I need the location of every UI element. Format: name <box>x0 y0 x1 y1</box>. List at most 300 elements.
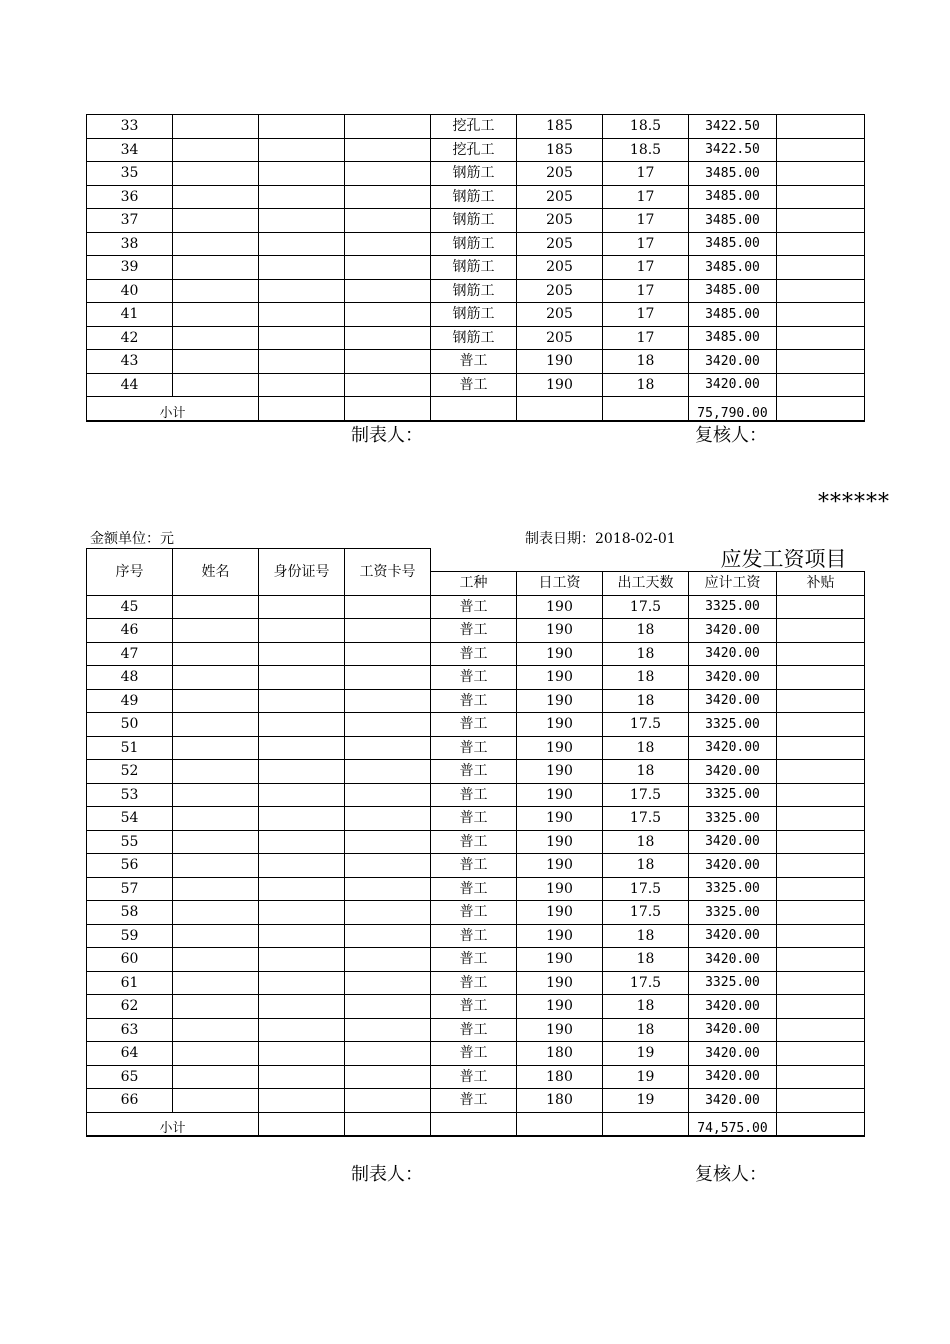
id-card-cell <box>259 995 345 1019</box>
id-card-cell <box>259 115 345 139</box>
table-row <box>87 736 865 760</box>
allowance-cell <box>777 1042 865 1066</box>
daily-wage-cell: 190 <box>517 783 603 807</box>
days-cell: 18 <box>603 666 689 690</box>
pay-card-cell <box>345 138 431 162</box>
daily-wage-cell: 190 <box>517 948 603 972</box>
days-cell: 17.5 <box>603 971 689 995</box>
wage-due-cell: 3420.00 <box>689 619 777 643</box>
allowance-cell <box>777 783 865 807</box>
table-row <box>87 185 865 209</box>
reviewer-label: 复核人： <box>695 1164 767 1185</box>
masked-company-name: ****** <box>818 490 890 515</box>
pay-card-cell <box>345 209 431 233</box>
table-row <box>87 995 865 1019</box>
table-row <box>87 595 865 619</box>
table-row <box>87 877 865 901</box>
wage-due-cell: 3485.00 <box>689 256 777 280</box>
subtotal-empty-cell <box>777 1112 865 1136</box>
daily-wage-cell: 190 <box>517 924 603 948</box>
seq-cell: 35 <box>87 162 173 186</box>
daily-wage-cell: 190 <box>517 1018 603 1042</box>
daily-wage-cell: 190 <box>517 619 603 643</box>
daily-wage-cell: 205 <box>517 326 603 350</box>
prepared-date: 制表日期：2018-02-01 <box>525 531 676 547</box>
seq-cell: 43 <box>87 350 173 374</box>
days-cell: 17 <box>603 232 689 256</box>
allowance-cell <box>777 1018 865 1042</box>
daily-wage-cell: 180 <box>517 1042 603 1066</box>
pay-card-cell <box>345 279 431 303</box>
table-row <box>87 256 865 280</box>
allowance-cell <box>777 350 865 374</box>
table-row <box>87 1065 865 1089</box>
id-card-cell <box>259 830 345 854</box>
wage-due-cell: 3485.00 <box>689 185 777 209</box>
seq-cell: 59 <box>87 924 173 948</box>
wage-due-cell: 3420.00 <box>689 736 777 760</box>
trade-cell: 普工 <box>431 619 517 643</box>
name-cell <box>173 1065 259 1089</box>
allowance-cell <box>777 1065 865 1089</box>
pay-card-cell <box>345 924 431 948</box>
trade-cell: 普工 <box>431 666 517 690</box>
col-group-header: 应发工资项目 <box>431 549 865 572</box>
table-row <box>87 326 865 350</box>
id-card-cell <box>259 854 345 878</box>
allowance-cell <box>777 760 865 784</box>
id-card-cell <box>259 642 345 666</box>
allowance-cell <box>777 713 865 737</box>
seq-cell: 46 <box>87 619 173 643</box>
allowance-cell <box>777 303 865 327</box>
table-row <box>87 642 865 666</box>
name-cell <box>173 948 259 972</box>
subtotal-empty-cell <box>603 1112 689 1136</box>
seq-cell: 48 <box>87 666 173 690</box>
allowance-cell <box>777 736 865 760</box>
payroll-table-top <box>86 114 865 422</box>
table-row <box>87 783 865 807</box>
daily-wage-cell: 205 <box>517 279 603 303</box>
pay-card-cell <box>345 326 431 350</box>
seq-cell: 63 <box>87 1018 173 1042</box>
seq-cell: 52 <box>87 760 173 784</box>
name-cell <box>173 256 259 280</box>
wage-due-cell: 3420.00 <box>689 642 777 666</box>
col-header-allowance: 补贴 <box>777 572 865 596</box>
subtotal-empty-cell <box>345 1112 431 1136</box>
days-cell: 18 <box>603 619 689 643</box>
allowance-cell <box>777 971 865 995</box>
subtotal-value: 75,790.00 <box>689 397 777 421</box>
pay-card-cell <box>345 162 431 186</box>
name-cell <box>173 760 259 784</box>
subtotal-empty-cell <box>259 397 345 421</box>
seq-cell: 40 <box>87 279 173 303</box>
pay-card-cell <box>345 736 431 760</box>
id-card-cell <box>259 326 345 350</box>
trade-cell: 普工 <box>431 830 517 854</box>
name-cell <box>173 807 259 831</box>
pay-card-cell <box>345 995 431 1019</box>
subtotal-row-top <box>87 397 865 421</box>
col-header-seq: 序号 <box>87 549 173 596</box>
wage-due-cell: 3420.00 <box>689 350 777 374</box>
wage-due-cell: 3420.00 <box>689 948 777 972</box>
daily-wage-cell: 190 <box>517 901 603 925</box>
days-cell: 17 <box>603 209 689 233</box>
id-card-cell <box>259 713 345 737</box>
seq-cell: 65 <box>87 1065 173 1089</box>
wage-due-cell: 3422.50 <box>689 138 777 162</box>
pay-card-cell <box>345 783 431 807</box>
seq-cell: 66 <box>87 1089 173 1113</box>
allowance-cell <box>777 373 865 397</box>
pay-card-cell <box>345 971 431 995</box>
allowance-cell <box>777 666 865 690</box>
subtotal-empty-cell <box>345 397 431 421</box>
allowance-cell <box>777 901 865 925</box>
seq-cell: 49 <box>87 689 173 713</box>
name-cell <box>173 877 259 901</box>
id-card-cell <box>259 279 345 303</box>
name-cell <box>173 162 259 186</box>
allowance-cell <box>777 807 865 831</box>
daily-wage-cell: 205 <box>517 303 603 327</box>
pay-card-cell <box>345 689 431 713</box>
reviewer-label: 复核人： <box>695 425 767 446</box>
table-row <box>87 713 865 737</box>
seq-cell: 47 <box>87 642 173 666</box>
wage-due-cell: 3420.00 <box>689 995 777 1019</box>
trade-cell: 普工 <box>431 760 517 784</box>
pay-card-cell <box>345 595 431 619</box>
daily-wage-cell: 190 <box>517 595 603 619</box>
allowance-cell <box>777 1089 865 1113</box>
pay-card-cell <box>345 877 431 901</box>
wage-due-cell: 3325.00 <box>689 595 777 619</box>
id-card-cell <box>259 1065 345 1089</box>
name-cell <box>173 350 259 374</box>
days-cell: 17.5 <box>603 783 689 807</box>
pay-card-cell <box>345 642 431 666</box>
allowance-cell <box>777 256 865 280</box>
wage-due-cell: 3485.00 <box>689 326 777 350</box>
id-card-cell <box>259 185 345 209</box>
allowance-cell <box>777 209 865 233</box>
days-cell: 18 <box>603 995 689 1019</box>
table-row <box>87 948 865 972</box>
days-cell: 19 <box>603 1089 689 1113</box>
subtotal-row-bottom <box>87 1112 865 1136</box>
daily-wage-cell: 205 <box>517 232 603 256</box>
allowance-cell <box>777 138 865 162</box>
seq-cell: 37 <box>87 209 173 233</box>
subtotal-empty-cell <box>259 1112 345 1136</box>
wage-due-cell: 3420.00 <box>689 666 777 690</box>
trade-cell: 普工 <box>431 350 517 374</box>
allowance-cell <box>777 689 865 713</box>
trade-cell: 钢筋工 <box>431 209 517 233</box>
seq-cell: 55 <box>87 830 173 854</box>
trade-cell: 普工 <box>431 713 517 737</box>
allowance-cell <box>777 830 865 854</box>
name-cell <box>173 995 259 1019</box>
daily-wage-cell: 180 <box>517 1065 603 1089</box>
allowance-cell <box>777 279 865 303</box>
col-header-days: 出工天数 <box>603 572 689 596</box>
id-card-cell <box>259 807 345 831</box>
col-header-pay-card: 工资卡号 <box>345 549 431 596</box>
trade-cell: 钢筋工 <box>431 326 517 350</box>
pay-card-cell <box>345 830 431 854</box>
wage-due-cell: 3325.00 <box>689 713 777 737</box>
name-cell <box>173 209 259 233</box>
days-cell: 18 <box>603 1018 689 1042</box>
days-cell: 19 <box>603 1042 689 1066</box>
pay-card-cell <box>345 619 431 643</box>
daily-wage-cell: 190 <box>517 666 603 690</box>
table-row <box>87 303 865 327</box>
days-cell: 18.5 <box>603 138 689 162</box>
id-card-cell <box>259 256 345 280</box>
daily-wage-cell: 205 <box>517 162 603 186</box>
pay-card-cell <box>345 1089 431 1113</box>
id-card-cell <box>259 901 345 925</box>
trade-cell: 普工 <box>431 971 517 995</box>
days-cell: 17.5 <box>603 901 689 925</box>
name-cell <box>173 1018 259 1042</box>
id-card-cell <box>259 595 345 619</box>
pay-card-cell <box>345 666 431 690</box>
id-card-cell <box>259 1018 345 1042</box>
name-cell <box>173 736 259 760</box>
seq-cell: 61 <box>87 971 173 995</box>
wage-due-cell: 3325.00 <box>689 783 777 807</box>
table-row <box>87 689 865 713</box>
daily-wage-cell: 205 <box>517 185 603 209</box>
trade-cell: 普工 <box>431 1042 517 1066</box>
daily-wage-cell: 205 <box>517 209 603 233</box>
trade-cell: 普工 <box>431 689 517 713</box>
wage-due-cell: 3325.00 <box>689 807 777 831</box>
seq-cell: 41 <box>87 303 173 327</box>
allowance-cell <box>777 326 865 350</box>
id-card-cell <box>259 666 345 690</box>
allowance-cell <box>777 948 865 972</box>
seq-cell: 39 <box>87 256 173 280</box>
daily-wage-cell: 190 <box>517 854 603 878</box>
days-cell: 17 <box>603 162 689 186</box>
table-row <box>87 854 865 878</box>
seq-cell: 54 <box>87 807 173 831</box>
seq-cell: 64 <box>87 1042 173 1066</box>
subtotal-value: 74,575.00 <box>689 1112 777 1136</box>
table-row <box>87 830 865 854</box>
allowance-cell <box>777 595 865 619</box>
wage-due-cell: 3485.00 <box>689 303 777 327</box>
pay-card-cell <box>345 256 431 280</box>
name-cell <box>173 1042 259 1066</box>
daily-wage-cell: 190 <box>517 642 603 666</box>
table-row <box>87 232 865 256</box>
subtotal-label: 小计 <box>87 1112 259 1136</box>
days-cell: 18 <box>603 924 689 948</box>
pay-card-cell <box>345 1065 431 1089</box>
pay-card-cell <box>345 115 431 139</box>
seq-cell: 60 <box>87 948 173 972</box>
trade-cell: 普工 <box>431 642 517 666</box>
table-row <box>87 350 865 374</box>
allowance-cell <box>777 115 865 139</box>
table-row <box>87 279 865 303</box>
pay-card-cell <box>345 232 431 256</box>
allowance-cell <box>777 854 865 878</box>
id-card-cell <box>259 877 345 901</box>
daily-wage-cell: 190 <box>517 736 603 760</box>
days-cell: 18 <box>603 830 689 854</box>
name-cell <box>173 901 259 925</box>
id-card-cell <box>259 1042 345 1066</box>
name-cell <box>173 326 259 350</box>
trade-cell: 普工 <box>431 373 517 397</box>
days-cell: 18 <box>603 948 689 972</box>
wage-due-cell: 3325.00 <box>689 877 777 901</box>
id-card-cell <box>259 619 345 643</box>
wage-due-cell: 3420.00 <box>689 924 777 948</box>
trade-cell: 普工 <box>431 1018 517 1042</box>
daily-wage-cell: 185 <box>517 115 603 139</box>
seq-cell: 38 <box>87 232 173 256</box>
id-card-cell <box>259 138 345 162</box>
id-card-cell <box>259 689 345 713</box>
table-row <box>87 901 865 925</box>
wage-due-cell: 3485.00 <box>689 232 777 256</box>
table-row <box>87 924 865 948</box>
id-card-cell <box>259 948 345 972</box>
col-header-name: 姓名 <box>173 549 259 596</box>
name-cell <box>173 854 259 878</box>
seq-cell: 58 <box>87 901 173 925</box>
seq-cell: 56 <box>87 854 173 878</box>
pay-card-cell <box>345 303 431 327</box>
amount-unit: 金额单位：元 <box>90 531 174 547</box>
id-card-cell <box>259 924 345 948</box>
allowance-cell <box>777 185 865 209</box>
days-cell: 17 <box>603 303 689 327</box>
daily-wage-cell: 190 <box>517 877 603 901</box>
subtotal-label: 小计 <box>87 397 259 421</box>
days-cell: 18 <box>603 689 689 713</box>
id-card-cell <box>259 373 345 397</box>
wage-due-cell: 3485.00 <box>689 162 777 186</box>
trade-cell: 普工 <box>431 595 517 619</box>
days-cell: 18 <box>603 350 689 374</box>
col-header-wage-due: 应计工资 <box>689 572 777 596</box>
wage-due-cell: 3420.00 <box>689 1089 777 1113</box>
pay-card-cell <box>345 854 431 878</box>
seq-cell: 62 <box>87 995 173 1019</box>
days-cell: 17 <box>603 256 689 280</box>
id-card-cell <box>259 303 345 327</box>
id-card-cell <box>259 783 345 807</box>
col-header-daily-wage: 日工资 <box>517 572 603 596</box>
wage-due-cell: 3420.00 <box>689 760 777 784</box>
trade-cell: 普工 <box>431 1065 517 1089</box>
trade-cell: 普工 <box>431 924 517 948</box>
trade-cell: 普工 <box>431 783 517 807</box>
daily-wage-cell: 185 <box>517 138 603 162</box>
name-cell <box>173 138 259 162</box>
id-card-cell <box>259 760 345 784</box>
seq-cell: 33 <box>87 115 173 139</box>
trade-cell: 普工 <box>431 854 517 878</box>
days-cell: 17.5 <box>603 807 689 831</box>
seq-cell: 42 <box>87 326 173 350</box>
daily-wage-cell: 190 <box>517 713 603 737</box>
seq-cell: 44 <box>87 373 173 397</box>
table-top-body <box>87 115 865 397</box>
daily-wage-cell: 190 <box>517 830 603 854</box>
trade-cell: 钢筋工 <box>431 185 517 209</box>
wage-due-cell: 3420.00 <box>689 1042 777 1066</box>
daily-wage-cell: 205 <box>517 256 603 280</box>
col-header-id-card: 身份证号 <box>259 549 345 596</box>
pay-card-cell <box>345 1018 431 1042</box>
id-card-cell <box>259 350 345 374</box>
wage-due-cell: 3420.00 <box>689 1065 777 1089</box>
trade-cell: 钢筋工 <box>431 256 517 280</box>
pay-card-cell <box>345 373 431 397</box>
seq-cell: 51 <box>87 736 173 760</box>
wage-due-cell: 3420.00 <box>689 1018 777 1042</box>
subtotal-empty-cell <box>517 1112 603 1136</box>
allowance-cell <box>777 232 865 256</box>
days-cell: 17.5 <box>603 713 689 737</box>
name-cell <box>173 642 259 666</box>
table-row <box>87 666 865 690</box>
trade-cell: 普工 <box>431 877 517 901</box>
table-row <box>87 619 865 643</box>
table-row <box>87 373 865 397</box>
table-row <box>87 1018 865 1042</box>
id-card-cell <box>259 162 345 186</box>
name-cell <box>173 619 259 643</box>
table-bottom-body <box>87 595 865 1112</box>
days-cell: 17 <box>603 185 689 209</box>
days-cell: 17.5 <box>603 595 689 619</box>
pay-card-cell <box>345 713 431 737</box>
days-cell: 18 <box>603 736 689 760</box>
seq-cell: 57 <box>87 877 173 901</box>
table-row <box>87 209 865 233</box>
days-cell: 18 <box>603 373 689 397</box>
name-cell <box>173 971 259 995</box>
table-row <box>87 1042 865 1066</box>
name-cell <box>173 830 259 854</box>
name-cell <box>173 232 259 256</box>
id-card-cell <box>259 971 345 995</box>
subtotal-empty-cell <box>431 397 517 421</box>
days-cell: 18 <box>603 854 689 878</box>
payroll-table-bottom <box>86 548 865 1137</box>
allowance-cell <box>777 619 865 643</box>
name-cell <box>173 689 259 713</box>
wage-due-cell: 3325.00 <box>689 971 777 995</box>
days-cell: 17 <box>603 279 689 303</box>
days-cell: 17 <box>603 326 689 350</box>
